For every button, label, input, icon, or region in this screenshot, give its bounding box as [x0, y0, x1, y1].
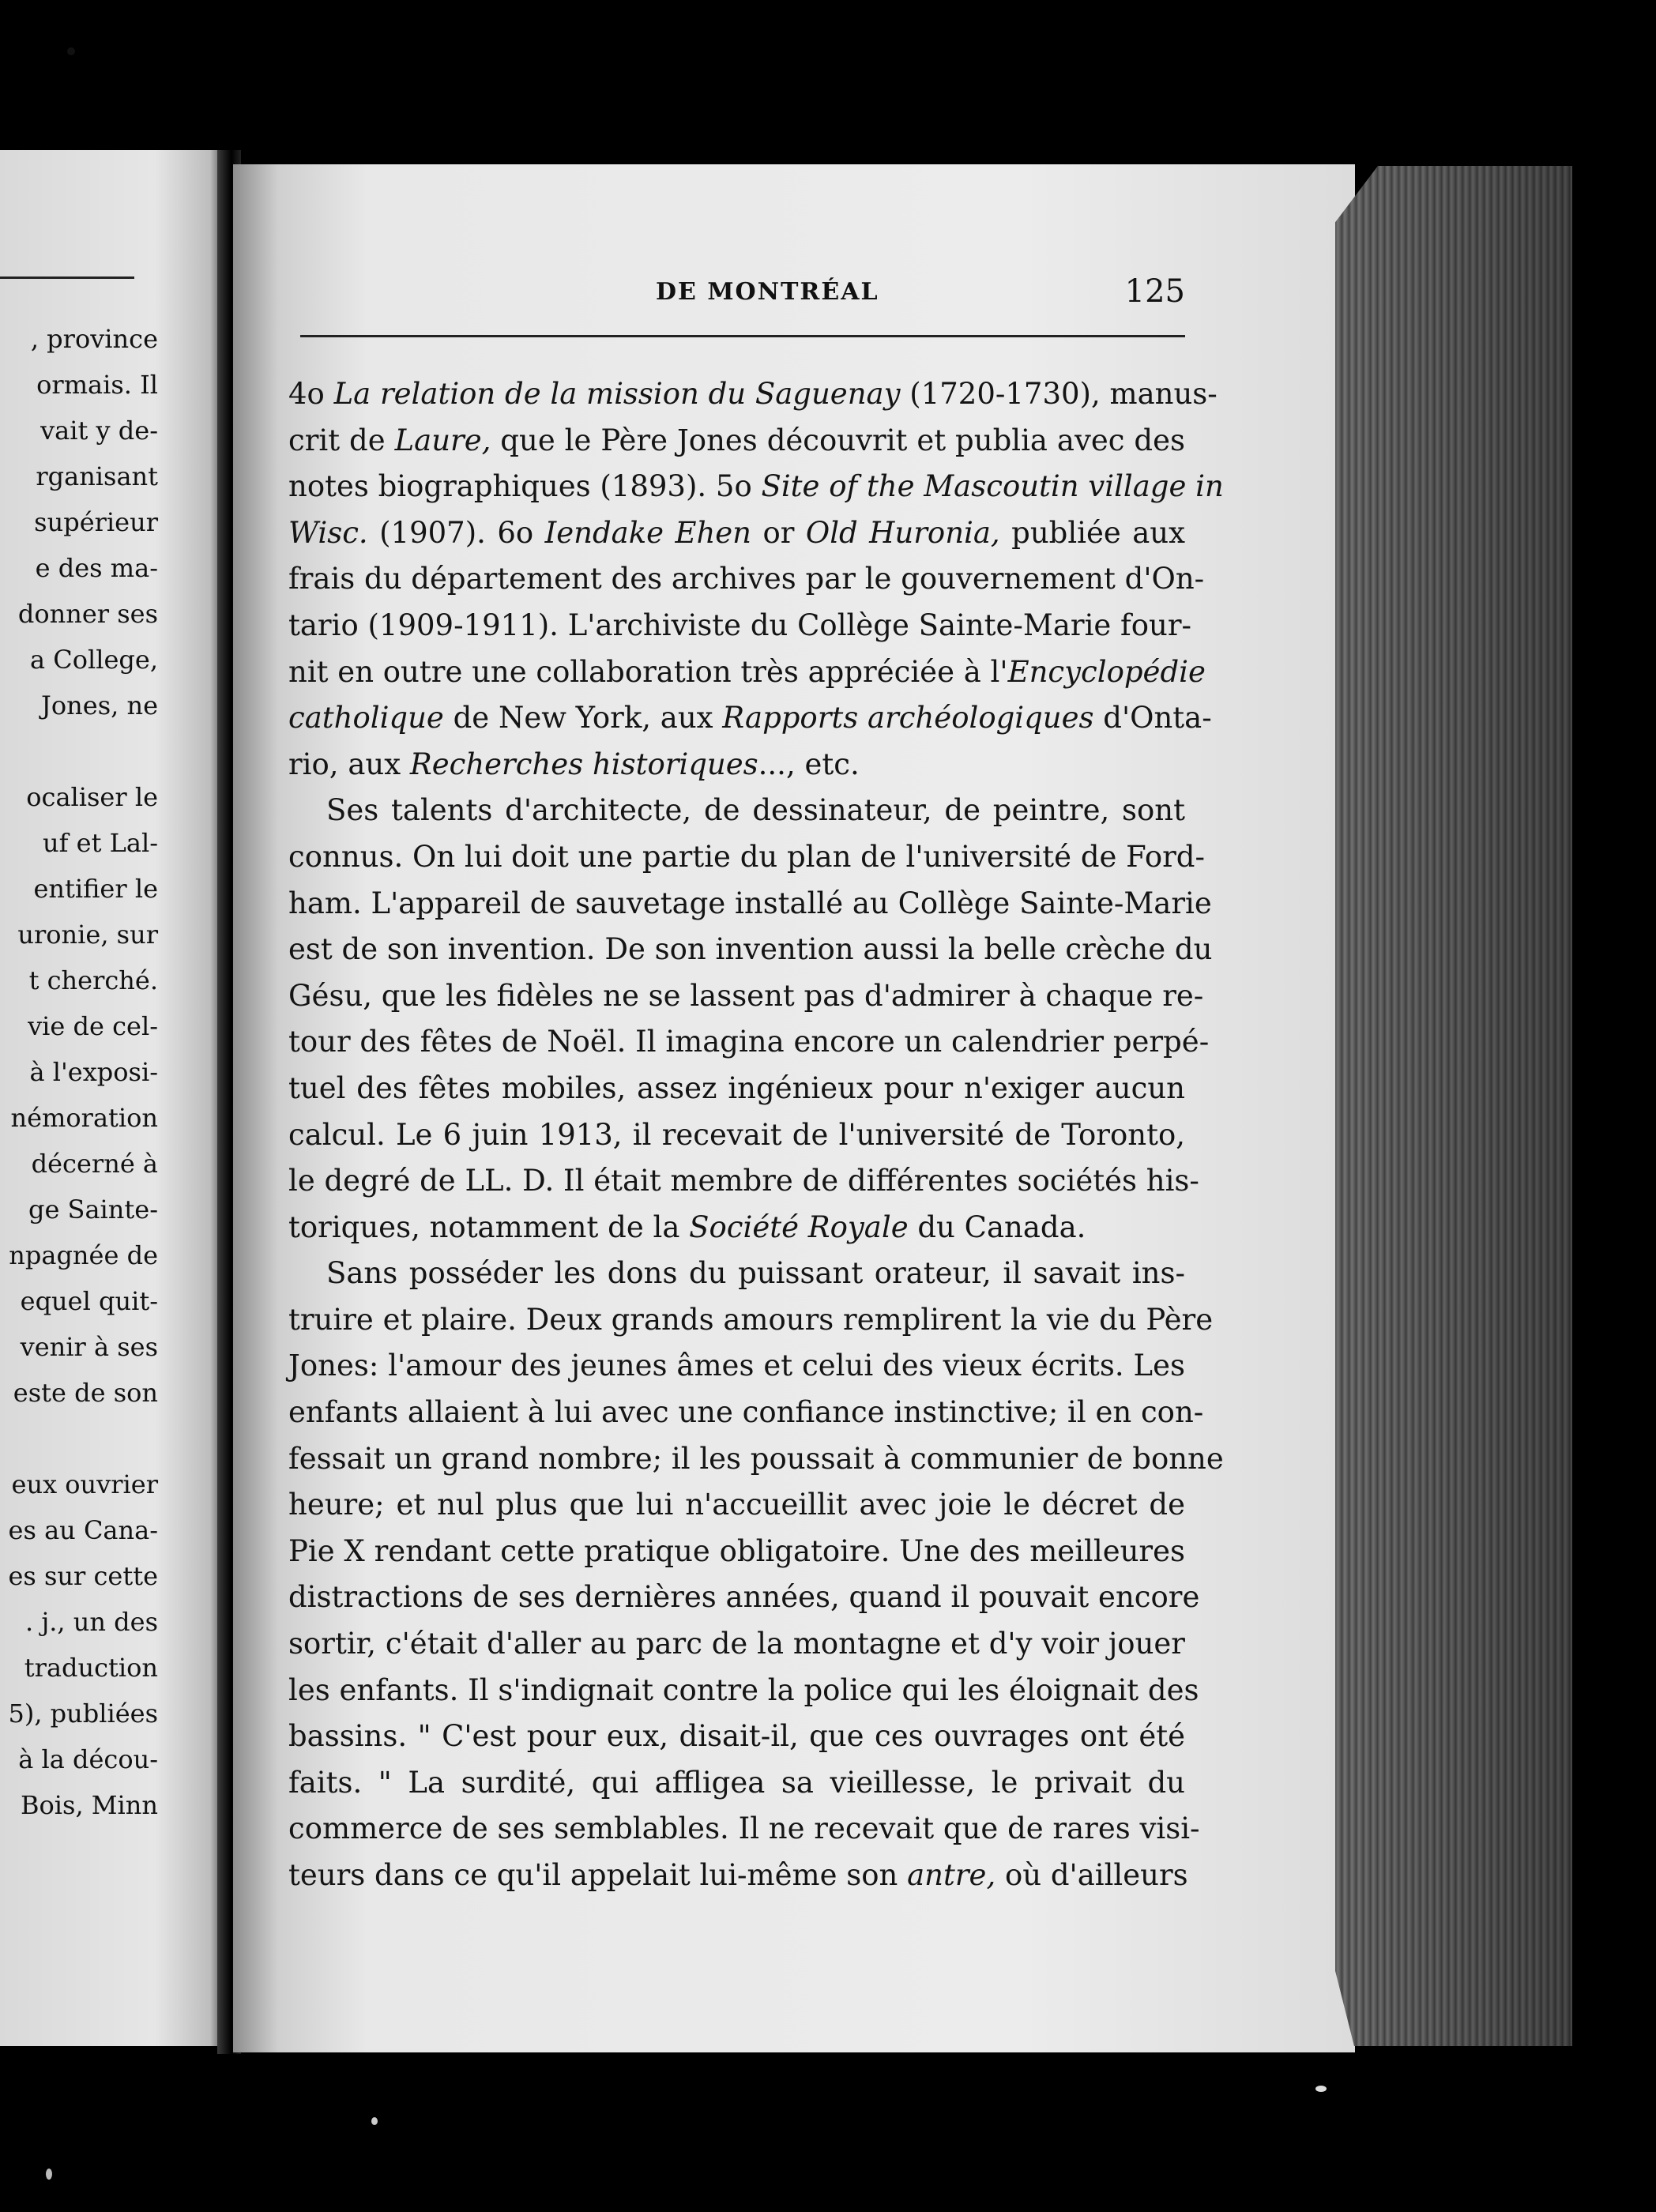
left-page-line: décerné à	[31, 1149, 158, 1179]
left-page-line: traduction	[24, 1653, 158, 1683]
italic-text-run: La relation de la mission du Saguenay	[333, 377, 901, 411]
italic-text-run: antre,	[907, 1858, 996, 1892]
text-run: les enfants. Il s'indignait contre la police qui les éloignait des	[288, 1672, 1199, 1707]
text-line	[288, 418, 1185, 465]
left-page-line: ormais. Il	[36, 370, 158, 400]
left-page-line: Jones, ne	[41, 690, 158, 720]
page-edges-stack	[1335, 166, 1572, 2046]
text-run: connus. On lui doit une partie du plan de l'université de Ford-	[288, 839, 1205, 874]
text-run: toriques, notamment de la	[288, 1209, 690, 1244]
italic-text-run: catholique	[288, 701, 444, 735]
text-run: notes biographiques (1893). 5o	[288, 469, 762, 504]
text-line	[288, 834, 1205, 881]
paragraph-1	[288, 371, 1224, 788]
left-page-line: 5), publiées	[8, 1698, 158, 1729]
text-line	[288, 649, 1206, 696]
text-line	[288, 1529, 1185, 1575]
left-page-line: uronie, sur	[17, 920, 158, 950]
text-run: tuel des fêtes mobiles, assez ingénieux pour n'exiger aucun	[288, 1070, 1185, 1105]
text-line	[288, 1019, 1210, 1066]
text-run: frais du département des archives par le gouvernement d'On-	[288, 562, 1205, 596]
text-line	[288, 1621, 1185, 1668]
header-rule	[300, 335, 1185, 337]
text-line	[288, 1112, 1185, 1159]
left-page-line: es sur cette	[8, 1561, 158, 1591]
text-line	[288, 371, 1218, 418]
body-text	[288, 371, 1224, 1899]
text-run: Gésu, que les fidèles ne se lassent pas d'admirer à chaque re-	[288, 978, 1204, 1013]
page-number: 125	[1124, 273, 1185, 310]
left-page-line: a College,	[30, 645, 158, 675]
italic-text-run: Wisc.	[288, 515, 368, 550]
text-line	[288, 881, 1212, 927]
text-line	[288, 695, 1212, 742]
text-run: du Canada.	[908, 1209, 1086, 1244]
left-page-line: ocaliser le	[26, 782, 158, 812]
text-run: fessait un grand nombre; il les poussait à communier de bonne	[288, 1441, 1224, 1476]
left-page-line: à l'exposi-	[29, 1057, 158, 1087]
text-run: ham. L'appareil de sauvetage installé au Collège Sainte-Marie	[288, 886, 1212, 920]
text-run: rio, aux	[288, 747, 410, 781]
text-line	[288, 1343, 1185, 1390]
italic-text-run: Encyclopédie	[1007, 654, 1206, 689]
left-page-gap	[0, 1416, 158, 1462]
text-run: le degré de LL. D. Il était membre de différentes sociétés his-	[288, 1164, 1199, 1198]
left-page-line: supérieur	[34, 507, 158, 537]
text-run: où d'ailleurs	[995, 1858, 1188, 1892]
running-head: DE MONTRÉAL	[656, 278, 879, 306]
left-page-line: este de son	[13, 1378, 158, 1408]
italic-text-run: Laure,	[394, 423, 491, 457]
left-page-line: , province	[30, 324, 158, 354]
italic-text-run: Old Huronia,	[805, 515, 1000, 550]
speck	[371, 2117, 378, 2125]
text-run: 4o	[288, 377, 334, 411]
italic-text-run: Rapports archéologiques	[722, 701, 1094, 735]
left-page-line: vait y de-	[40, 416, 158, 446]
text-line	[288, 1714, 1185, 1760]
text-line	[288, 1436, 1224, 1483]
text-run: truire et plaire. Deux grands amours remplirent la vie du Père	[288, 1302, 1214, 1337]
text-line	[288, 1390, 1204, 1436]
text-run: (1720-1730), manus-	[900, 377, 1218, 411]
italic-text-run: Iendake Ehen	[544, 515, 752, 550]
text-line	[288, 1806, 1200, 1853]
text-run: (1907). 6o	[367, 515, 545, 550]
left-page-line: vie de cel-	[28, 1011, 158, 1041]
text-line	[288, 1482, 1185, 1529]
text-run: commerce de ses semblables. Il ne recevait que de rares visi-	[288, 1811, 1200, 1846]
italic-text-run: Société Royale	[689, 1209, 909, 1244]
text-line	[288, 1251, 1185, 1297]
left-page-line: e des ma-	[35, 553, 158, 583]
text-run: Sans posséder les dons du puissant orateur, il savait ins-	[326, 1256, 1185, 1291]
text-run: teurs dans ce qu'il appelait lui-même son	[288, 1858, 908, 1892]
text-line	[288, 788, 1185, 834]
left-page-line: t cherché.	[28, 965, 158, 995]
left-page-line: venir à ses	[20, 1332, 158, 1362]
left-page-gap	[0, 728, 158, 774]
left-page-line: Bois, Minn	[21, 1790, 158, 1820]
text-run: de New York, aux	[443, 701, 723, 735]
text-line	[288, 1853, 1188, 1899]
left-page-text	[0, 316, 158, 1828]
text-line	[288, 742, 1185, 788]
left-page-line: à la décou-	[18, 1744, 158, 1774]
left-page-line: eux ouvrier	[11, 1469, 158, 1499]
paragraph-3	[288, 1251, 1224, 1898]
text-run: sortir, c'était d'aller au parc de la montagne et d'y voir jouer	[288, 1627, 1185, 1661]
page-header	[300, 269, 1185, 340]
speck	[1315, 2086, 1327, 2092]
left-page-line: donner ses	[17, 599, 158, 629]
text-run: Pie X rendant cette pratique obligatoire. Une des meilleures	[288, 1533, 1185, 1568]
text-line	[288, 510, 1185, 557]
text-run: or	[751, 515, 806, 550]
text-run: est de son invention. De son invention aussi la belle crèche du	[288, 932, 1213, 967]
left-page-line: rganisant	[36, 461, 158, 491]
text-run: bassins. " C'est pour eux, disait-il, que ces ouvrages ont été	[288, 1719, 1185, 1754]
left-page-line: npagnée de	[9, 1240, 158, 1270]
text-line	[288, 1574, 1200, 1621]
text-line	[288, 1066, 1185, 1112]
previous-page	[0, 150, 221, 2046]
text-run: calcul. Le 6 juin 1913, il recevait de l'université de Toronto,	[288, 1117, 1185, 1152]
text-run: que le Père Jones découvrit et publia avec des	[491, 423, 1185, 457]
text-line	[288, 927, 1213, 973]
left-page-rule	[0, 276, 134, 279]
italic-text-run: Recherches historiques	[409, 747, 758, 781]
text-run: enfants allaient à lui avec une confiance instinctive; il en con-	[288, 1395, 1204, 1430]
left-page-line: . j., un des	[24, 1607, 158, 1637]
text-run: tour des fêtes de Noël. Il imagina encore un calendrier perpé-	[288, 1025, 1210, 1059]
text-run: faits. " La surdité, qui affligea sa vieillesse, le privait du	[288, 1765, 1185, 1800]
left-page-line: es au Cana-	[8, 1515, 158, 1545]
left-page-line: uf et Lal-	[43, 828, 158, 858]
speck	[46, 2169, 52, 2180]
text-run: nit en outre une collaboration très appréciée à l'	[288, 654, 1008, 689]
text-run: publiée aux	[999, 515, 1185, 550]
paragraph-2	[288, 788, 1213, 1251]
text-line	[288, 603, 1192, 649]
text-line	[288, 1205, 1185, 1251]
text-run: distractions de ses dernières années, quand il pouvait encore	[288, 1580, 1200, 1615]
text-line	[288, 1668, 1199, 1714]
left-page-line: equel quit-	[20, 1286, 158, 1316]
text-line	[288, 464, 1224, 510]
text-run: heure; et nul plus que lui n'accueillit avec joie le décret de	[288, 1488, 1185, 1522]
text-line	[288, 973, 1204, 1020]
text-run: ..., etc.	[758, 747, 860, 781]
text-run: d'Onta-	[1093, 701, 1212, 735]
italic-text-run: Site of the Mascoutin village in	[761, 469, 1224, 504]
text-line	[288, 556, 1205, 603]
left-page-line: ge Sainte-	[28, 1194, 158, 1224]
text-line	[288, 1158, 1199, 1205]
text-run: Ses talents d'architecte, de dessinateur, de peintre, sont	[326, 793, 1185, 828]
speck	[67, 47, 75, 55]
text-run: tario (1909-1911). L'archiviste du Collège Sainte-Marie four-	[288, 608, 1192, 642]
text-run: Jones: l'amour des jeunes âmes et celui des vieux écrits. Les	[288, 1349, 1185, 1383]
left-page-line: némoration	[10, 1103, 158, 1133]
left-page-line: entifier le	[33, 874, 158, 904]
text-line	[288, 1760, 1185, 1807]
text-run: crit de	[288, 423, 395, 457]
text-line	[288, 1297, 1214, 1344]
